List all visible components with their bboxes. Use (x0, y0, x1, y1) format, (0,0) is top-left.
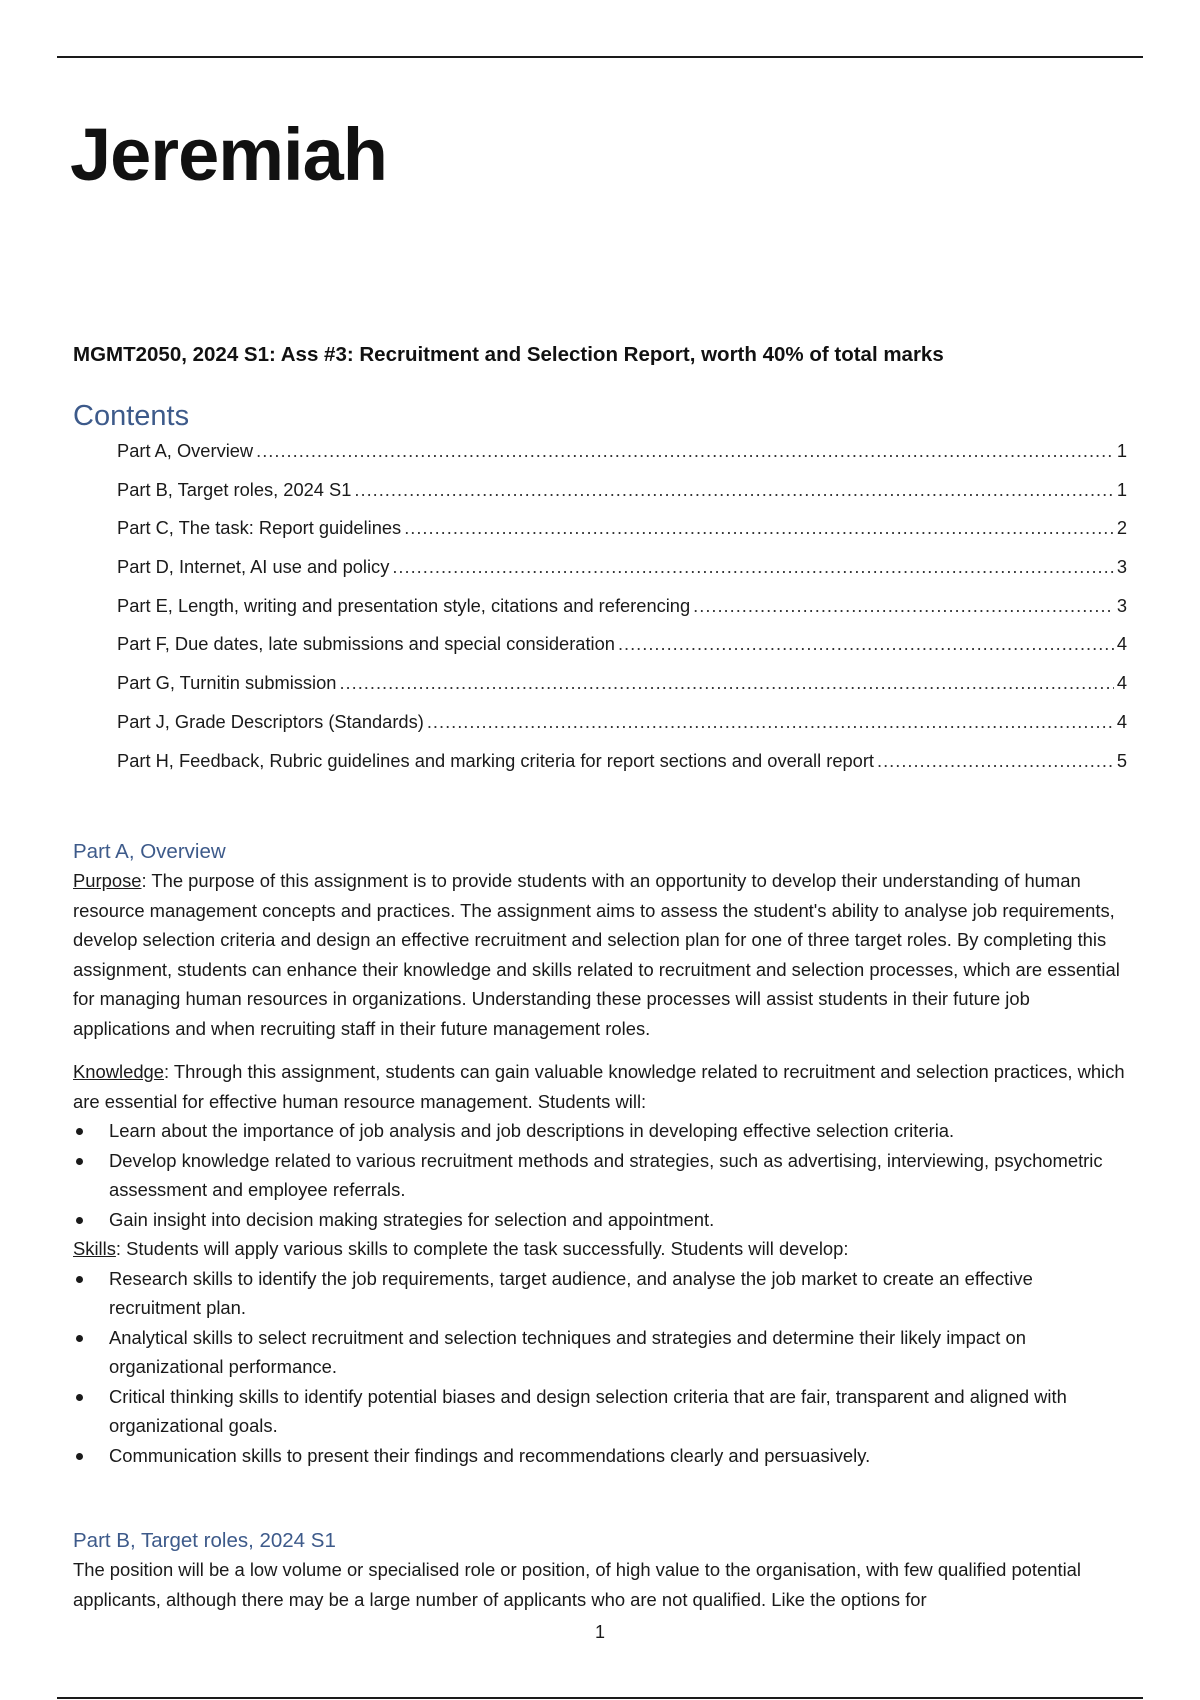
toc-entry-page[interactable]: 5 (1116, 749, 1127, 771)
table-of-contents (117, 440, 1127, 788)
toc-entry[interactable] (117, 517, 1127, 556)
list-item: Gain insight into decision making strategies for selection and appointment. (73, 1205, 1125, 1235)
list-item: Learn about the importance of job analysis and job descriptions in developing effective selection criteria. (73, 1116, 1125, 1146)
toc-entry[interactable] (117, 556, 1127, 595)
toc-entry-page[interactable]: 4 (1116, 672, 1127, 694)
toc-entry-label[interactable]: Part D, Internet, AI use and policy (117, 556, 390, 578)
list-item: Research skills to identify the job requirements, target audience, and analyse the job market to create an effective recruitment plan. (73, 1264, 1125, 1323)
skills-text: : Students will apply various skills to complete the task successfully. Students will develop: (115, 1238, 849, 1259)
toc-entry-label[interactable]: Part E, Length, writing and presentation style, citations and referencing (117, 594, 691, 616)
skills-paragraph (73, 1234, 1125, 1264)
footer-rule (57, 1697, 1143, 1699)
toc-entry[interactable] (117, 750, 1127, 789)
skills-label: Skills (73, 1238, 116, 1259)
document-title: MGMT2050, 2024 S1: Ass #3: Recruitment and Selection Report, worth 40% of total marks (73, 343, 944, 366)
toc-entry[interactable] (117, 479, 1127, 518)
author-name: Jeremiah (70, 113, 387, 196)
toc-leader (427, 711, 1114, 733)
list-item: Develop knowledge related to various recruitment methods and strategies, such as advertising, interviewing, psychometric assessment and employee referrals. (73, 1146, 1125, 1205)
toc-entry[interactable] (117, 595, 1127, 634)
purpose-label: Purpose (73, 870, 142, 891)
purpose-paragraph (73, 866, 1125, 1043)
toc-leader (618, 633, 1114, 655)
toc-entry-label[interactable]: Part B, Target roles, 2024 S1 (117, 478, 352, 500)
toc-leader (339, 672, 1113, 694)
toc-leader (693, 595, 1114, 617)
toc-entry-label[interactable]: Part C, The task: Report guidelines (117, 517, 402, 539)
toc-entry-page[interactable]: 2 (1116, 517, 1127, 539)
toc-entry-page[interactable]: 1 (1116, 478, 1127, 500)
toc-leader (256, 440, 1114, 462)
toc-entry-label[interactable]: Part F, Due dates, late submissions and special consideration (117, 633, 615, 655)
part-a-section (73, 838, 1125, 1470)
toc-leader (354, 479, 1113, 501)
toc-entry-page[interactable]: 4 (1116, 710, 1127, 732)
toc-entry[interactable] (117, 633, 1127, 672)
knowledge-label: Knowledge (73, 1061, 165, 1082)
list-item: Analytical skills to select recruitment and selection techniques and strategies and determine their likely impact on organizational performance. (73, 1323, 1125, 1382)
page-number: 1 (594, 1622, 605, 1642)
knowledge-paragraph (73, 1057, 1125, 1116)
toc-leader (404, 517, 1114, 539)
part-a-heading: Part A, Overview (73, 840, 226, 863)
toc-entry-label[interactable]: Part A, Overview (117, 440, 254, 461)
contents-heading: Contents (73, 400, 190, 432)
toc-entry[interactable] (117, 440, 1127, 479)
skills-list (73, 1264, 1125, 1471)
toc-entry-page[interactable]: 1 (1116, 440, 1127, 461)
toc-leader (392, 556, 1113, 578)
toc-entry[interactable] (117, 672, 1127, 711)
toc-leader (877, 750, 1114, 772)
list-item: Critical thinking skills to identify potential biases and design selection criteria that are fair, transparent and aligned with organizational goals. (73, 1382, 1125, 1441)
purpose-text: : The purpose of this assignment is to provide students with an opportunity to develop their understanding of human resource management concepts and practices. The assignment aims to assess the student's ability to analyse job requirements, develop selection criteria and design an effective recruitment and selection plan for one of three target roles. By completing this assignment, students can enhance their knowledge and skills related to recruitment and selection processes, which are essential for managing human resources in organizations. Understanding these processes will assist students in their future job applications and when recruiting staff in their future management roles. (73, 870, 1120, 1039)
list-item: Communication skills to present their findings and recommendations clearly and persuasively. (73, 1441, 1125, 1471)
toc-entry-label[interactable]: Part G, Turnitin submission (117, 672, 337, 694)
toc-entry-page[interactable]: 4 (1116, 633, 1127, 655)
part-b-paragraph: The position will be a low volume or specialised role or position, of high value to the organisation, with few qualified potential applicants, although there may be a large number of applicants who are not qualified. Like the options for (73, 1559, 1081, 1610)
part-b-heading: Part B, Target roles, 2024 S1 (73, 1529, 336, 1552)
toc-entry-label[interactable]: Part H, Feedback, Rubric guidelines and marking criteria for report sections and overall report (117, 749, 874, 771)
toc-entry-label[interactable]: Part J, Grade Descriptors (Standards) (117, 710, 424, 732)
knowledge-text: : Through this assignment, students can gain valuable knowledge related to recruitment and selection practices, which are essential for effective human resource management. Students will: (73, 1061, 1125, 1112)
knowledge-list (73, 1116, 1125, 1234)
toc-entry-page[interactable]: 3 (1116, 556, 1127, 578)
part-b-section (73, 1527, 1125, 1614)
header-rule (57, 56, 1143, 58)
toc-entry[interactable] (117, 711, 1127, 750)
toc-entry-page[interactable]: 3 (1116, 594, 1127, 616)
